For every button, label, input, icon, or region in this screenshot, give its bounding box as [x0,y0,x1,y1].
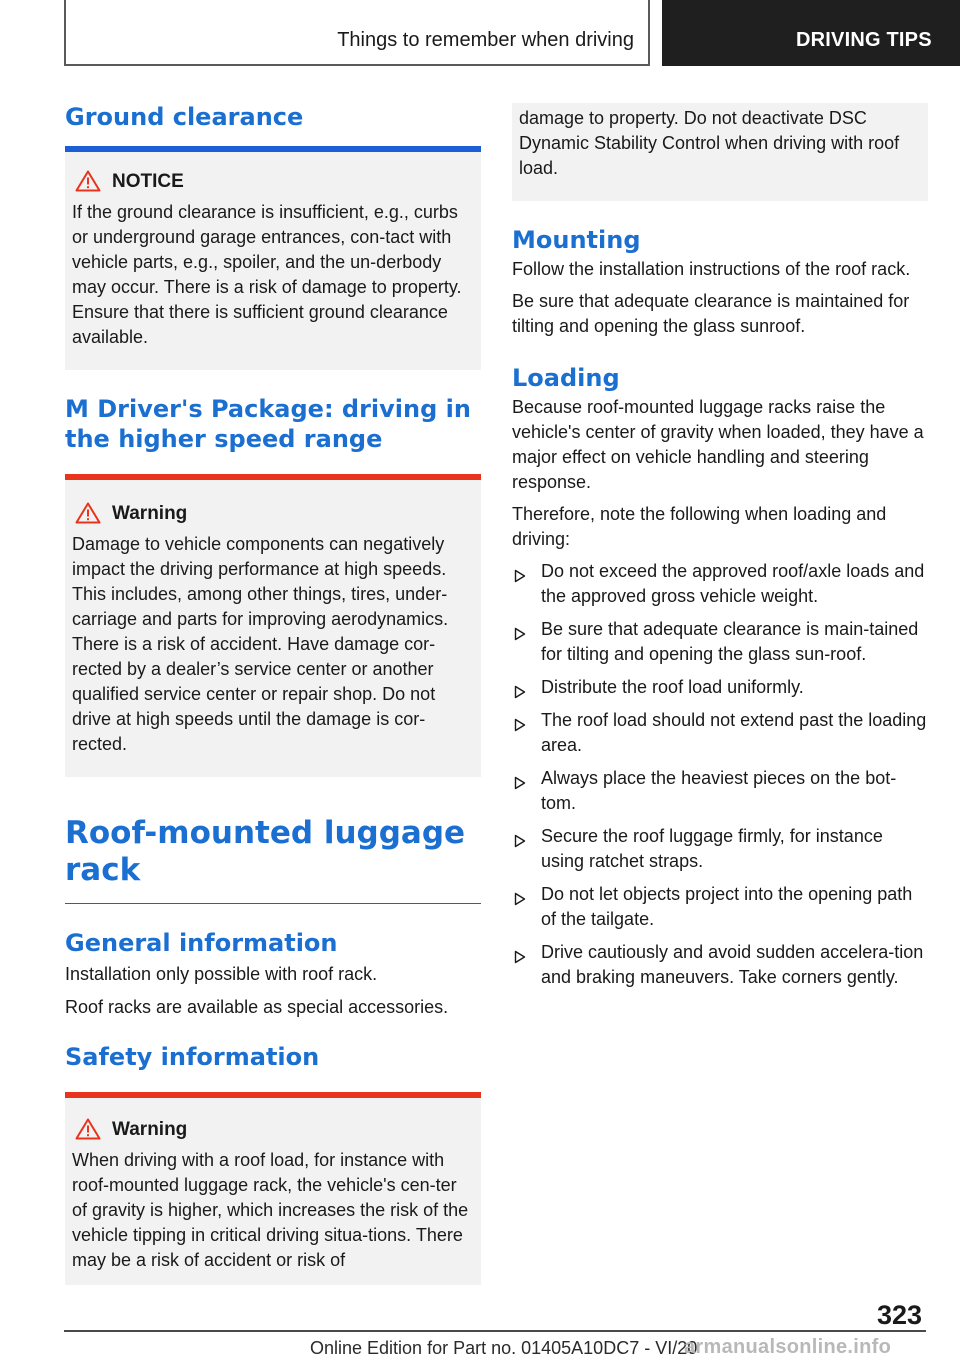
notice-title [112,170,474,194]
triangle-right-icon [514,772,526,797]
ground-clearance-heading: Ground clearance [65,103,304,131]
footer-rule [64,1330,926,1332]
loading-paragraph-1: Because roof-mounted luggage racks raise the vehicle's center of gravity when loaded, they have a major effect on vehicle handling and steering response. [512,397,924,492]
safety-warning-box [65,1098,481,1285]
list-item-text: Secure the roof luggage firmly, for instance using ratchet straps. [541,826,883,871]
list-item [512,882,928,932]
list-item-text: The roof load should not extend past the loading area. [541,710,927,755]
list-item-text: Drive cautiously and avoid sudden accelera‐tion and braking maneuvers. Take corners gently. [541,942,924,987]
warning-text: Damage to vehicle components can negatively impact the driving performance at high speeds. This includes, among other things, tires, under‐carriage and parts for improving aerodynamics. There is a risk of accident. Have damage cor‐rected by a dealer’s service center or another qualified service center or repair shop. Do not drive at high speeds until the damage is cor‐rected. [72,534,449,754]
general-paragraph-1: Installation only possible with roof rack. [65,964,378,984]
warning-label: Warning [112,503,188,524]
loading-paragraph-2: Therefore, note the following when loading and driving: [512,504,887,549]
list-item-text: Distribute the roof load uniformly. [541,677,804,697]
header-section-frame [64,0,650,66]
header-section-title: Things to remember when driving [337,29,634,51]
list-item [512,824,928,874]
warning-triangle-icon [75,502,101,531]
triangle-right-icon [514,830,526,855]
notice-label: NOTICE [112,171,184,192]
warning-triangle-icon [75,1118,101,1147]
page-number: 323 [877,1300,923,1330]
general-information-heading: General information [65,929,338,957]
safety-information-heading: Safety information [65,1043,320,1071]
mounting-heading: Mounting [512,226,641,254]
list-item [512,940,928,990]
list-item-text: Do not exceed the approved roof/axle loads and the approved gross vehicle weight. [541,561,925,606]
footer-edition: Online Edition for Part no. 01405A10DC7 - VI/20 [310,1338,698,1358]
triangle-right-icon [514,888,526,913]
roof-rack-heading: Roof-mounted luggage rack [65,815,466,888]
right-column [512,103,928,998]
mounting-paragraph-2: Be sure that adequate clearance is maintained for tilting and opening the glass sunroof. [512,291,910,336]
footer-watermark: armanualsonline.info [684,1336,892,1358]
list-item-text: Be sure that adequate clearance is main‐tained for tilting and opening the glass sun‐roof. [541,619,919,664]
list-item [512,675,928,700]
notice-text: If the ground clearance is insufficient, e.g., curbs or underground garage entrances, con‐tact with vehicle parts, e.g., spoiler, and the un‐derbody may occur. There is a risk of damage to property. Ensure that there is sufficient ground clearance available. [72,202,462,347]
list-item [512,559,928,609]
warning-box [65,480,481,777]
safety-warning-continued-box [512,103,928,201]
header-chapter-tab [662,0,960,66]
warning-triangle-icon [75,170,101,199]
triangle-right-icon [514,946,526,971]
list-item-text: Do not let objects project into the opening path of the tailgate. [541,884,913,929]
mounting-paragraph-1: Follow the installation instructions of the roof rack. [512,259,911,279]
list-item-text: Always place the heaviest pieces on the bot‐tom. [541,768,897,813]
list-item [512,708,928,758]
loading-heading: Loading [512,364,620,392]
triangle-right-icon [514,565,526,590]
notice-box [65,152,481,370]
safety-warning-text: When driving with a roof load, for instance with roof-mounted luggage rack, the vehicle's cen‐ter of gravity is higher, which increases the risk of the vehicle tipping in critical driving situa‐tions. There may be a risk of accident or risk of [72,1150,469,1270]
list-item [512,766,928,816]
header-chapter-title: DRIVING TIPS [796,29,932,51]
triangle-right-icon [514,714,526,739]
safety-warning-label: Warning [112,1119,188,1140]
section-rule [65,903,481,904]
safety-warning-title [112,1118,474,1142]
warning-title [112,502,474,526]
left-column [65,100,481,1285]
triangle-right-icon [514,681,526,706]
general-paragraph-2: Roof racks are available as special accessories. [65,997,449,1017]
triangle-right-icon [514,623,526,648]
safety-warning-continued-text: damage to property. Do not deactivate DSC Dynamic Stability Control when driving with roof load. [519,108,900,178]
m-drivers-package-heading: M Driver's Package: driving in the higher speed range [65,395,471,453]
list-item [512,617,928,667]
loading-list [512,559,928,990]
